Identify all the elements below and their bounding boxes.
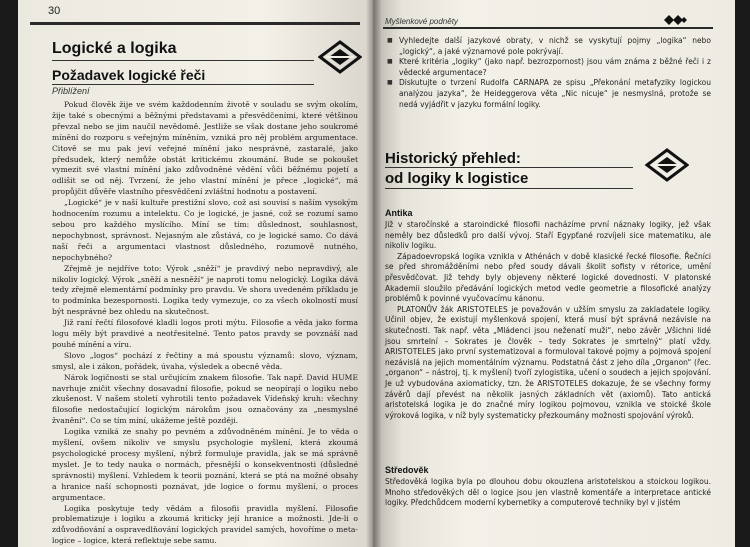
middle-ages-text	[385, 477, 711, 509]
history-title-line1: Historický přehled:	[385, 150, 521, 167]
section-heading-middle-ages: Středověk	[385, 465, 429, 475]
paragraph: PLATONŮV žák ARISTOTELES je považován v užším smyslu za zakladatele logiky. Učinil objev, že existují myšlenková spojení, která musí být správná nezávisle na skutečnosti. Tak např. věta „Mládenci jsou neženatí muži“, nebo závěr „Všichni lidé jsou smrtelní – Sokrates je člověk – tedy Sokrates je smrtelný“ platí vždy. ARISTOTELES jako první systematizoval a formuloval takové pojmy a pojmová spojení nezávislá na jejich momentálním významu. Podstatná část z jeho díla „Organon“ (řec. „organon“ – nástroj, tj. k myšlení) tvoří zylogistika, učení o soudech a jejich spojování. Je už vybudována axiomaticky, tzn. že ARISTOTELES dokazuje, že se všechny formy závěrů dají převést na několik jasných základních vět (axiomů). Tato antická aristotelská logika je do značné míry logikou pojmovou, vznikla ve stoické škole výroková logika, v níž byly systematicky přezkoumány možnosti spojování výroků.	[385, 304, 711, 420]
paragraph: Nárok logičnosti se stal určujícím znakem filosofie. Tak např. David HUME navrhuje zničit všechny dosavadní filosofie, pokud se neopírají o logiku nebo zkušenost. V našem století vyhrotili tento požadavek Vídeňský kruh: všechny filosofie nedostačující logickým nárokům jsou označovány za „nesmyslné žvanění“. Co se tím míní, ukážeme ještě později.	[52, 372, 358, 426]
subtitle: Požadavek logické řeči	[52, 67, 206, 83]
paragraph: Logika poskytuje tedy vědám a filosofii pravidla myšlení. Filosofie problematizuje i logiku a zkoumá kriticky její hranice a možnosti. Jde-li o zdůvodňování a ospravedlňování logických pravidel samých, hovoříme o meta-logice – logice, která reflektuje sebe samu.	[52, 503, 358, 546]
paragraph: Středověká logika byla po dlouhou dobu okouzlena aristotelskou a stoickou logikou. Mnoho středověkých děl o logice jsou jen vlastně komentáře a interpretace antické logiky. Předchůdcem moderní kybernetiky a computerové techniky byl v jistém	[385, 477, 711, 508]
thought-prompts	[385, 36, 711, 110]
list-item: ■ Diskutujte o tvrzení Rudolfa CARNAPA ze spisu „Překonání metafyziky logickou analýzou jazyka“, že Heideggerova věta „Nic nicuje“ je nesmyslná, protože se nedá vyjádřit v jazyku formální logiky.	[399, 78, 711, 110]
small-diamonds-icon	[663, 14, 689, 26]
paragraph: „Logické“ je v naší kultuře prestižní slovo, což asi souvisí s naším vysokým hodnocením rozumu a intelektu. Co je logické, je jasné, což se rozumí samo sebou pro každého myslícího. Míní se tím: důslednost, souhlasnost, nepochybnost, správnost. Nejasným ale zůstává, co je logické samo. Co dává naší řeči a argumentaci vlastnost důsledného, rozumově nutného, nepochybného?	[52, 198, 358, 262]
diamond-logo-icon	[318, 40, 362, 74]
paragraph: Již v staročínské a staroindické filosofii nacházíme první náznaky logiky, jež však neměly bez důsledků pro další vývoj. Staří Egypťané rozvíjeli sice matematiku, ale nikoliv logiku.	[385, 220, 711, 251]
section-label: Přiblížení	[52, 86, 90, 96]
antiquity-text	[385, 220, 711, 421]
book-gutter	[366, 0, 382, 547]
diamond-logo-icon	[645, 148, 689, 182]
title-rule	[52, 60, 314, 61]
paragraph: Již raní řečtí filosofové kladli logos proti mýtu. Filosofie a věda jako forma logu měly být pravdivé a neotřesitelné. Tento patos pravdy se povznáší nad pouhé mínění a víru.	[52, 318, 358, 349]
paragraph: Logika vzniká ze snahy po pevném a zdůvodněném mínění. Je to věda o myšlení, ovšem nikoliv ve smyslu psychologie myšlení, která zkoumá psychologické procesy myšlení, nýbrž formuluje pravidla, jak se má správně myslet. Je to tedy nauka o normách, přesnější o konsekventnosti (důsledné správnosti) myšlení. Vzhledem k teorii poznání, která se ptá na možné obsahy a hranice naší schopnosti poznávat, jde logice o formu myšlení, o proces argumentace.	[52, 427, 358, 502]
left-body-text	[52, 100, 358, 547]
paragraph: Pokud člověk žije ve svém každodenním životě v souladu se svým okolím, žije také s obecnými a běžnými představami a přesvědčeními, které většinou převzal nebo se jim naučil nevědomě. Jestliže se však dostane jeho soukromé mínění do rozporu s veřejným míněním, vzniká pro něj problém argumentace. Citově se mu pak jeví veřejné mínění jako nesprávné, zastaralé, jako předsudek, který nemůže obstát kritickému zkoumání. Bude se pokoušet vymezit své vlastní mínění jako zdůvodněné vědění vůči běžnému pojetí a odlišit se od něj. Tvrzení, že jeho vlastní mínění je přece „logické“, má propůjčit důvěře vlastního přesvědčení zvláštní hodnotu a postavení.	[52, 100, 358, 197]
page-number: 30	[48, 5, 61, 17]
left-page	[18, 0, 373, 547]
title-rule	[385, 188, 633, 189]
list-item: ■ Vyhledejte další jazykové obraty, v nichž se vyskytují pojmy „logika“ nebo „logický“, a jaké významové pole pokrývají.	[399, 36, 711, 57]
subtitle-rule	[52, 84, 314, 85]
paragraph: Zřejmě je nejdříve toto: Výrok „sněží“ je pravdivý nebo nepravdivý, ale nikoliv logický. Výrok „sněží a nesněží“ je naproti tomu nelogický. Logika dává tedy zřejmě elementární podmínky pro pravdu. Ve shora uvedeném příkladu je to podmínka bezespornosti. Logika tedy vymezuje, co za všech okolností musí být nesprávné bez ohledu na skutečnost.	[52, 263, 358, 317]
top-rule	[30, 22, 360, 25]
title-rule	[385, 167, 633, 168]
section-heading-antiquity: Antika	[385, 208, 413, 218]
list-item: ■ Které kritéria „logiky“ (jako např. bezrozpornost) jsou vám známa z běžné řeči i z vědecké argumentace?	[399, 57, 711, 78]
page-title: Logické a logika	[52, 40, 177, 57]
running-head: Myšlenkové podněty	[385, 17, 458, 26]
paragraph: Západoevropská logika vznikla v Athénách v době klasické řecké filosofie. Řečníci se před shromážděními nebo před soudy dávali školit sofisty v rétorice, umění přesvědčovat. Již tehdy byly objeveny některé logické dovednosti. V platonské Akademii sloužilo předávání logických metod vedle geometrie a filosofické analýzy problémů k povinné vyučovacímu kánonu.	[385, 251, 711, 304]
top-rule	[383, 27, 713, 29]
right-page	[373, 0, 735, 547]
paragraph: Slovo „logos“ pochází z řečtiny a má spoustu významů: slovo, význam, smysl, ale i zákon, pořádek, úvaha, výsledek a obecně věda.	[52, 350, 358, 371]
history-title-line2: od logiky k logistice	[385, 170, 529, 187]
